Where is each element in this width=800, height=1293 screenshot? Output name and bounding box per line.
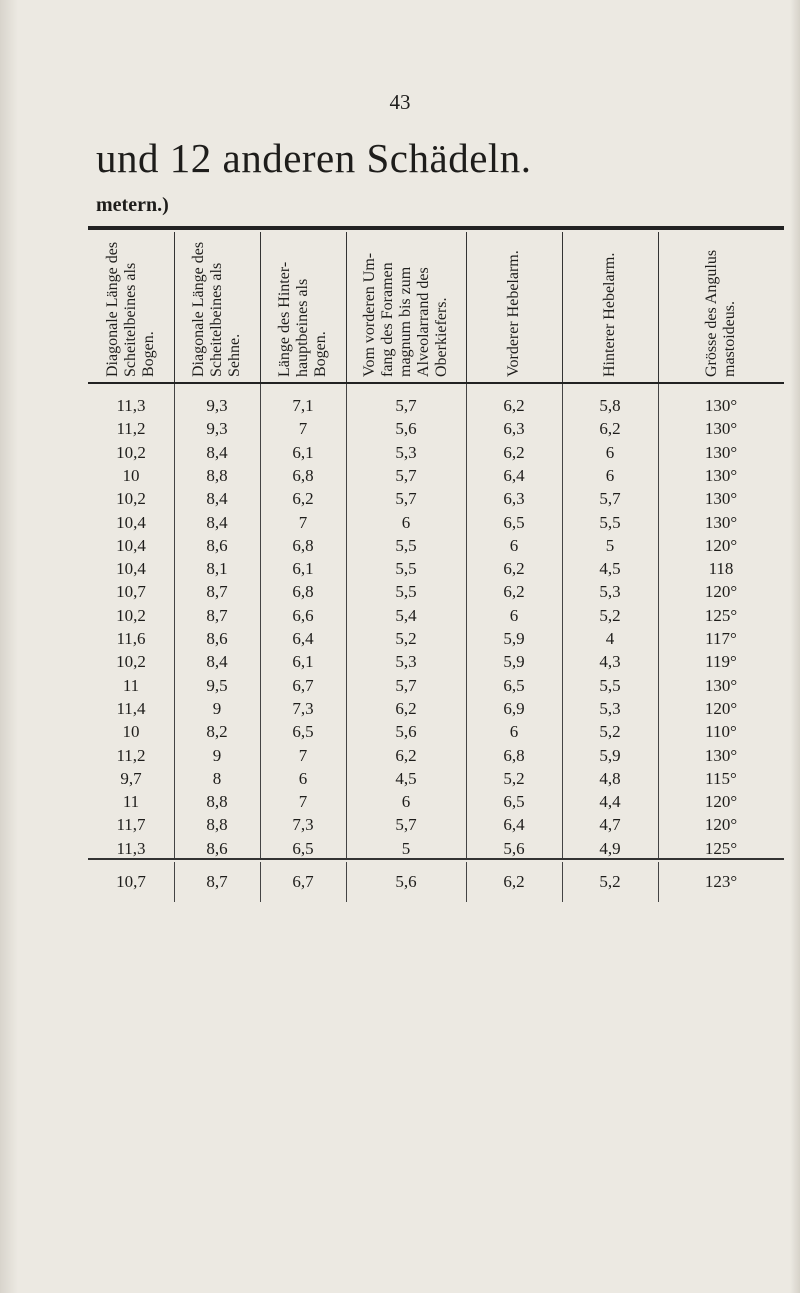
- table-cell: 120°: [704, 535, 738, 555]
- table-cell: 4,5: [599, 559, 621, 579]
- table-cell: 8,8: [206, 792, 228, 812]
- table-cell: 7: [298, 745, 308, 765]
- table-average-row: [88, 862, 784, 902]
- table-cell: 5,6: [395, 722, 417, 742]
- average-cell: 6,2: [503, 872, 525, 891]
- header-label: Diagonale Länge des Scheitelbeines als Bogen.: [104, 241, 157, 377]
- table-cell: 130°: [704, 675, 738, 695]
- table-cell: 11,3: [116, 396, 146, 415]
- table-cell: 6: [298, 768, 308, 788]
- average-cell: 6,7: [292, 872, 314, 891]
- table-cell: 9,5: [206, 675, 228, 695]
- average-cell: 5,6: [395, 872, 417, 891]
- table-cell: 6,2: [292, 489, 314, 509]
- table-cell: 5,7: [599, 489, 621, 509]
- table-cell: 117°: [705, 629, 737, 648]
- table-cell: 10,2: [116, 489, 146, 509]
- table-cell: 6,2: [395, 745, 417, 765]
- table-cell: 8,7: [206, 582, 228, 602]
- header-label: Grösse des Angulus mastoideus.: [703, 249, 738, 377]
- page-left-edge: [0, 0, 18, 1293]
- table-cell: 10,2: [116, 442, 146, 462]
- table-cell: 4: [605, 629, 615, 648]
- header-label: Hinterer Hebelarm.: [601, 252, 618, 377]
- table-cell: 6,1: [292, 652, 314, 672]
- table-cell: 7,1: [292, 396, 314, 415]
- page-subtitle: metern.): [96, 194, 169, 216]
- table-cell: 5,7: [395, 489, 417, 509]
- header-cell: [658, 232, 784, 382]
- table-cell: 7,3: [292, 815, 314, 835]
- table-cell: 5,9: [599, 745, 621, 765]
- table-cell: 6,5: [503, 512, 525, 532]
- table-cell: 8,4: [206, 512, 228, 532]
- header-label: Vorderer Hebelarm.: [505, 250, 522, 377]
- table-cell: 9: [212, 745, 222, 765]
- table-cell: 6,2: [503, 582, 525, 602]
- table-cell: 125°: [704, 838, 738, 858]
- table-cell: 5,3: [395, 442, 417, 462]
- table-cell: 5,2: [599, 605, 621, 625]
- table-cell: 11,6: [116, 629, 146, 648]
- table-body: [88, 384, 784, 860]
- average-cell: 5,2: [599, 872, 621, 891]
- table-cell: 10: [122, 465, 140, 485]
- header-label: Diagonale Länge des Scheitelbeines als Sehne.: [190, 241, 243, 377]
- table-cell: 8,4: [206, 442, 228, 462]
- table-cell: 5,3: [599, 582, 621, 602]
- table-cell: 4,3: [599, 652, 621, 672]
- table-cell: 5,7: [395, 815, 417, 835]
- table-cell: 6,4: [503, 815, 525, 835]
- page-right-edge: [790, 0, 800, 1293]
- table-cell: 130°: [704, 745, 738, 765]
- header-cell: [260, 232, 346, 382]
- table-cell: 110°: [705, 722, 737, 742]
- table-cell: 5,5: [395, 535, 417, 555]
- table-cell: 5,6: [503, 838, 525, 858]
- table-cell: 120°: [704, 582, 738, 602]
- table-cell: 6,1: [292, 442, 314, 462]
- table-cell: 6: [509, 722, 519, 742]
- table-cell: 119°: [705, 652, 737, 672]
- table-cell: 7,3: [292, 698, 314, 718]
- table-cell: 8,8: [206, 815, 228, 835]
- table-cell: 4,4: [599, 792, 621, 812]
- table-cell: 6: [605, 442, 615, 462]
- table-top-rule: [88, 226, 784, 230]
- table-cell: 6: [509, 605, 519, 625]
- table-cell: 6,5: [292, 838, 314, 858]
- table-cell: 11,3: [116, 838, 146, 858]
- table-cell: 4,7: [599, 815, 621, 835]
- table-cell: 6: [605, 465, 615, 485]
- table-cell: 4,9: [599, 838, 621, 858]
- table-cell: 11,7: [116, 815, 146, 835]
- table-cell: 5,7: [395, 396, 417, 415]
- table-cell: 6,5: [503, 675, 525, 695]
- table-cell: 8: [212, 768, 222, 788]
- table-cell: 5,3: [395, 652, 417, 672]
- table-cell: 120°: [704, 815, 738, 835]
- header-label: Vom vorderen Um-fang des Foramen magnum bis zum Alveolarrand des Oberkiefers.: [361, 252, 450, 377]
- table-cell: 8,6: [206, 629, 228, 648]
- header-cell: [346, 232, 466, 382]
- table-cell: 5,6: [395, 419, 417, 439]
- table-cell: 10,2: [116, 652, 146, 672]
- table-cell: 5,2: [395, 629, 417, 648]
- table-cell: 8,4: [206, 489, 228, 509]
- page-number: 43: [389, 90, 411, 114]
- table-cell: 120°: [704, 698, 738, 718]
- table-cell: 5,2: [599, 722, 621, 742]
- table-cell: 8,2: [206, 722, 228, 742]
- table-cell: 130°: [704, 396, 738, 415]
- header-cell: [562, 232, 658, 382]
- table-cell: 6,8: [292, 465, 314, 485]
- table-cell: 130°: [704, 419, 738, 439]
- table-cell: 4,8: [599, 768, 621, 788]
- table-cell: 5,9: [503, 652, 525, 672]
- table-cell: 7: [298, 419, 308, 439]
- table-cell: 6,9: [503, 698, 525, 718]
- table-cell: 6,4: [292, 629, 314, 648]
- table-cell: 11: [122, 792, 140, 812]
- table-cell: 6,8: [503, 745, 525, 765]
- average-cell: 10,7: [116, 872, 146, 891]
- table-cell: 5,9: [503, 629, 525, 648]
- table-cell: 6,1: [292, 559, 314, 579]
- table-cell: 6: [401, 512, 411, 532]
- table-cell: 9,3: [206, 396, 228, 415]
- table-bottom-rule: [88, 858, 784, 860]
- table-cell: 6,6: [292, 605, 314, 625]
- table-cell: 5,5: [599, 675, 621, 695]
- table-cell: 11: [122, 675, 140, 695]
- table-cell: 5,2: [503, 768, 525, 788]
- table-cell: 10: [122, 722, 140, 742]
- table-cell: 6,5: [503, 792, 525, 812]
- table-cell: 5,7: [395, 465, 417, 485]
- table-cell: 10,4: [116, 535, 146, 555]
- table-cell: 130°: [704, 465, 738, 485]
- average-cell: 8,7: [206, 872, 228, 891]
- table-cell: 130°: [704, 512, 738, 532]
- table-cell: 10,4: [116, 512, 146, 532]
- table-cell: 125°: [704, 605, 738, 625]
- table-cell: 8,1: [206, 559, 228, 579]
- table-cell: 9: [212, 698, 222, 718]
- table-cell: 6,2: [599, 419, 621, 439]
- table-cell: 6,2: [503, 559, 525, 579]
- table-cell: 6,8: [292, 535, 314, 555]
- table-cell: 8,7: [206, 605, 228, 625]
- table-cell: 115°: [705, 768, 737, 788]
- header-cell: [466, 232, 562, 382]
- table-cell: 7: [298, 792, 308, 812]
- table-cell: 6,2: [503, 442, 525, 462]
- table-cell: 6,5: [292, 722, 314, 742]
- table-cell: 6,2: [503, 396, 525, 415]
- table-cell: 120°: [704, 792, 738, 812]
- table-cell: 9,3: [206, 419, 228, 439]
- table-cell: 6: [401, 792, 411, 812]
- table-cell: 11,2: [116, 419, 146, 439]
- table-cell: 6,8: [292, 582, 314, 602]
- table-cell: 5: [401, 838, 411, 858]
- average-cell: 123°: [704, 872, 738, 891]
- table-cell: 5,5: [599, 512, 621, 532]
- table-cell: 8,4: [206, 652, 228, 672]
- table-cell: 4,5: [395, 768, 417, 788]
- table-cell: 7: [298, 512, 308, 532]
- table-cell: 8,6: [206, 838, 228, 858]
- table-cell: 6,7: [292, 675, 314, 695]
- table-cell: 6,2: [395, 698, 417, 718]
- header-cell: [174, 232, 260, 382]
- table-cell: 118: [708, 559, 734, 579]
- table-cell: 5,5: [395, 582, 417, 602]
- header-label: Länge des Hinter-hauptbeines als Bogen.: [276, 261, 329, 377]
- table-cell: 6,3: [503, 489, 525, 509]
- header-cell: [88, 232, 174, 382]
- table-cell: 5: [605, 535, 615, 555]
- table-cell: 6,4: [503, 465, 525, 485]
- table-cell: 8,8: [206, 465, 228, 485]
- table-cell: 130°: [704, 442, 738, 462]
- table-cell: 5,5: [395, 559, 417, 579]
- table-cell: 8,6: [206, 535, 228, 555]
- table-cell: 5,3: [599, 698, 621, 718]
- table-cell: 11,2: [116, 745, 146, 765]
- page-title: und 12 anderen Schädeln.: [96, 135, 532, 181]
- table-cell: 5,7: [395, 675, 417, 695]
- table-header: [88, 232, 784, 382]
- table-cell: 9,7: [120, 768, 142, 788]
- table-cell: 11,4: [116, 698, 146, 718]
- table-cell: 6: [509, 535, 519, 555]
- table-cell: 5,8: [599, 396, 621, 415]
- table-cell: 10,2: [116, 605, 146, 625]
- table-cell: 5,4: [395, 605, 417, 625]
- table-cell: 10,7: [116, 582, 146, 602]
- table-cell: 130°: [704, 489, 738, 509]
- table-cell: 10,4: [116, 559, 146, 579]
- table-cell: 6,3: [503, 419, 525, 439]
